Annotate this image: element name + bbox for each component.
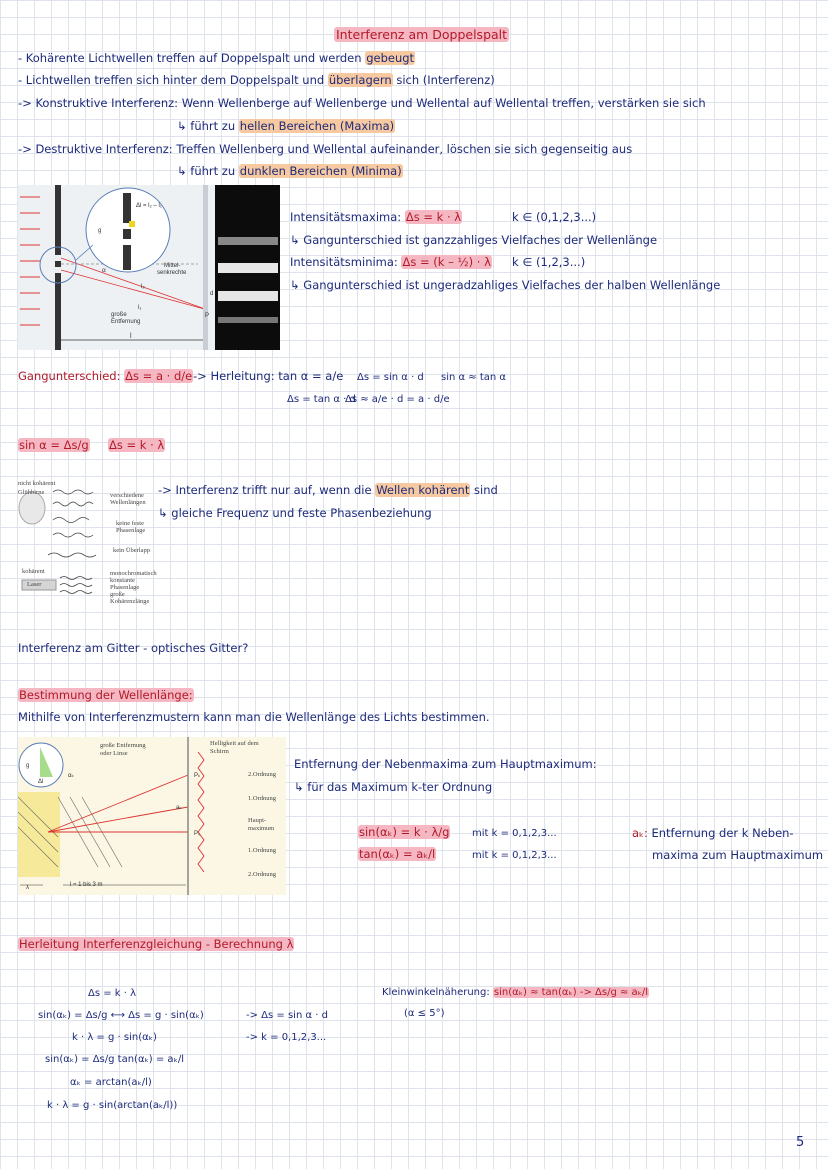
- order-2-bottom-label: 2.Ordnung: [248, 871, 276, 878]
- order-2-top-label: 2.Ordnung: [248, 771, 276, 778]
- intro-line-4: ↳ führt zu hellen Bereichen (Maxima): [177, 119, 395, 133]
- kohaerenzlaenge-label: Kohärenzlänge: [110, 598, 150, 605]
- kleinwinkel-line: Kleinwinkelnäherung: sin(αₖ) ≈ tan(αₖ) -> Δs/g ≈ aₖ/l: [382, 987, 649, 998]
- sin-alpha-formula: sin α = Δs/g: [19, 438, 89, 452]
- grating-region: [18, 792, 60, 877]
- bestimmung-text: Mithilfe von Interferenzmustern kann man die Wellenlänge des Lichts bestimmen.: [18, 710, 490, 724]
- grating-ak-label: aₖ: [176, 805, 182, 811]
- keine-feste-label: keine feste: [116, 520, 144, 527]
- fig1-entfernung-label: Entfernung: [111, 319, 141, 325]
- fig1-mittel-label: Mittel-: [164, 263, 181, 269]
- order-1-top-label: 1.Ordnung: [248, 795, 276, 802]
- grating-deltal-label: Δl: [38, 779, 44, 785]
- fig1-g-label: g: [98, 228, 102, 234]
- ak-definition-2: maxima zum Hauptmaximum: [652, 848, 824, 862]
- slit-barrier-top: [55, 185, 61, 255]
- grating-alphak-label: αₖ: [68, 773, 75, 779]
- gluehbirne-label: Glühbirne: [18, 489, 45, 496]
- intro-line-3: -> Konstruktive Interferenz: Wenn Wellenberge auf Wellenberge und Wellental auf Wellental treffen, verstärken sie sich: [18, 96, 706, 110]
- verschiedene-label: verschiedene: [110, 492, 144, 499]
- herleitung-r1: -> Δs = sin α · d: [246, 1010, 328, 1021]
- gang-f4: Δs = tan α · d: [287, 394, 356, 405]
- coherent-waves: [60, 577, 92, 594]
- wellenlaengen-label: Wellenlängen: [110, 499, 146, 506]
- coherence-line-1: -> Interferenz trifft nur auf, wenn die Wellen kohärent sind: [158, 483, 498, 497]
- intensity-min-k: k ∈ (1,2,3...): [512, 255, 586, 269]
- hauptmaximum-label-2: maximum: [248, 825, 275, 832]
- herleitung-title: Herleitung Interferenzgleichung - Berechnung λ: [19, 937, 294, 951]
- neben-formula-sin-k: mit k = 0,1,2,3...: [472, 828, 557, 839]
- helligkeit-label: Helligkeit auf dem: [210, 740, 259, 747]
- fringe-band-3: [218, 291, 278, 301]
- grating-lambda-label: λ: [26, 885, 29, 891]
- incoherent-waves: [48, 490, 96, 557]
- nicht-kohaerent-label: nicht kohärent: [18, 480, 56, 487]
- page-title: Interferenz am Doppelspalt: [336, 27, 508, 42]
- herleitung-r2: -> k = 0,1,2,3...: [246, 1032, 327, 1043]
- herleitung-eq-1: Δs = k · λ: [88, 988, 137, 999]
- neben-formula-sin: sin(αₖ) = k · λ/g: [359, 825, 450, 839]
- intensity-max-line: Intensitätsmaxima: Δs = k · λ: [290, 210, 462, 224]
- grating-g-label: g: [26, 763, 30, 769]
- neben-formula-tan-k: mit k = 0,1,2,3...: [472, 850, 557, 861]
- bestimmung-title: Bestimmung der Wellenlänge:: [19, 688, 193, 702]
- neben-line-1: Entfernung der Nebenmaxima zum Hauptmaximum:: [294, 757, 597, 771]
- ak-definition-1: aₖ: Entfernung der k Neben-: [632, 826, 794, 840]
- gang-line: Gangunterschied: Δs = a · d/e: [18, 369, 193, 383]
- fig1-l-label: l: [130, 333, 132, 340]
- herleitung-eq-4: sin(αₖ) = Δs/g tan(αₖ) = aₖ/l: [45, 1054, 184, 1065]
- gang-herleitung: -> Herleitung: tan α = a/e: [193, 369, 344, 383]
- fig1-p-label: P: [205, 313, 210, 319]
- slit-barrier-bottom: [55, 273, 61, 350]
- intro-line-1: - Kohärente Lichtwellen treffen auf Doppelspalt und werden gebeugt: [18, 51, 415, 65]
- gang-f3: sin α ≈ tan α: [441, 372, 506, 383]
- magnifier-delta-mark: [129, 221, 135, 227]
- intensity-max-note: ↳ Gangunterschied ist ganzzahliges Vielfaches der Wellenlänge: [290, 233, 658, 247]
- herleitung-eq-6: k · λ = g · sin(arctan(aₖ/l)): [47, 1100, 178, 1111]
- magnifier-slit-mid: [123, 229, 131, 239]
- fig1-senkrechte-label: senkrechte: [157, 270, 187, 276]
- kein-ueberlapp-label: kein Überlapp: [113, 547, 151, 554]
- gang-f2: Δs = sin α · d: [357, 372, 424, 383]
- herleitung-eq-5: αₖ = arctan(aₖ/l): [70, 1077, 152, 1088]
- intensity-max-k: k ∈ (0,1,2,3...): [512, 210, 597, 224]
- grosse-entfernung-label: große Entfernung: [100, 742, 146, 749]
- intensity-min-note: ↳ Gangunterschied ist ungeradzahliges Vielfaches der halben Wellenlänge: [290, 278, 721, 292]
- herleitung-eq-3: k · λ = g · sin(αₖ): [72, 1032, 157, 1043]
- fig1-l2-label: l₂: [141, 284, 145, 290]
- intro-line-2: - Lichtwellen treffen sich hinter dem Doppelspalt und überlagern sich (Interferenz): [18, 73, 495, 87]
- neben-formula-tan: tan(αₖ) = aₖ/l: [359, 847, 436, 861]
- fig1-d-label: d: [210, 291, 214, 297]
- grating-pk-label: Pₖ: [194, 773, 201, 779]
- fringe-band-2: [218, 263, 278, 273]
- grating-diagram-art: [18, 737, 286, 895]
- oder-linse-label: oder Linse: [100, 750, 128, 757]
- coherence-diagram: [18, 480, 158, 605]
- fringe-band-1: [218, 237, 278, 245]
- phasenlage-label: Phasenlage: [116, 527, 146, 534]
- neben-line-2: ↳ für das Maximum k-ter Ordnung: [294, 780, 493, 794]
- gang-f5: Δs ≈ a/e · d = a · d/e: [345, 394, 450, 405]
- page-number: 5: [796, 1135, 805, 1150]
- fig1-alpha-label: α: [102, 267, 106, 274]
- herleitung-eq-2: sin(αₖ) = Δs/g ⟷ Δs = g · sin(αₖ): [38, 1010, 204, 1021]
- laser-label: Laser: [27, 581, 42, 588]
- konstante-label: konstante: [110, 577, 135, 584]
- double-slit-diagram: [18, 185, 280, 350]
- kleinwinkel-condition: (α ≤ 5°): [404, 1008, 445, 1019]
- fig1-grosse-label: große: [111, 312, 127, 318]
- phasenlage2-label: Phasenlage: [110, 584, 140, 591]
- magnifier-slit-bottom: [123, 245, 131, 270]
- grating-diagram: [18, 737, 286, 895]
- delta-s-formula: Δs = k · λ: [109, 438, 165, 452]
- grosse-label: große: [110, 591, 125, 598]
- gitter-heading: Interferenz am Gitter - optisches Gitter?: [18, 641, 249, 655]
- magnifier-slit-top: [123, 193, 131, 223]
- coherence-line-2: ↳ gleiche Frequenz und feste Phasenbeziehung: [158, 506, 432, 520]
- intro-line-5: -> Destruktive Interferenz: Treffen Wellenberg und Wellental aufeinander, löschen sie sich gegenseitig aus: [18, 142, 633, 156]
- kohaerent-label: kohärent: [22, 568, 45, 575]
- grating-dist-label: l = 1 bis 3 m: [70, 882, 103, 888]
- monochromatisch-label: monochromatisch: [110, 570, 157, 577]
- grating-p0-label: P₀: [194, 831, 201, 837]
- fringe-band-4: [218, 317, 278, 323]
- intensity-min-line: Intensitätsminima: Δs = (k – ½) · λ: [290, 255, 491, 269]
- fig1-delta-label: Δl = l₂ – l₁: [136, 203, 162, 209]
- slit-barrier-middle: [55, 261, 61, 267]
- order-1-bottom-label: 1.Ordnung: [248, 847, 276, 854]
- schirm-label: Schirm: [210, 748, 229, 755]
- screen: [203, 185, 208, 350]
- intro-line-6: ↳ führt zu dunklen Bereichen (Minima): [177, 164, 402, 178]
- fig1-l1-label: l₁: [138, 305, 142, 311]
- hauptmaximum-label-1: Haupt-: [248, 817, 267, 824]
